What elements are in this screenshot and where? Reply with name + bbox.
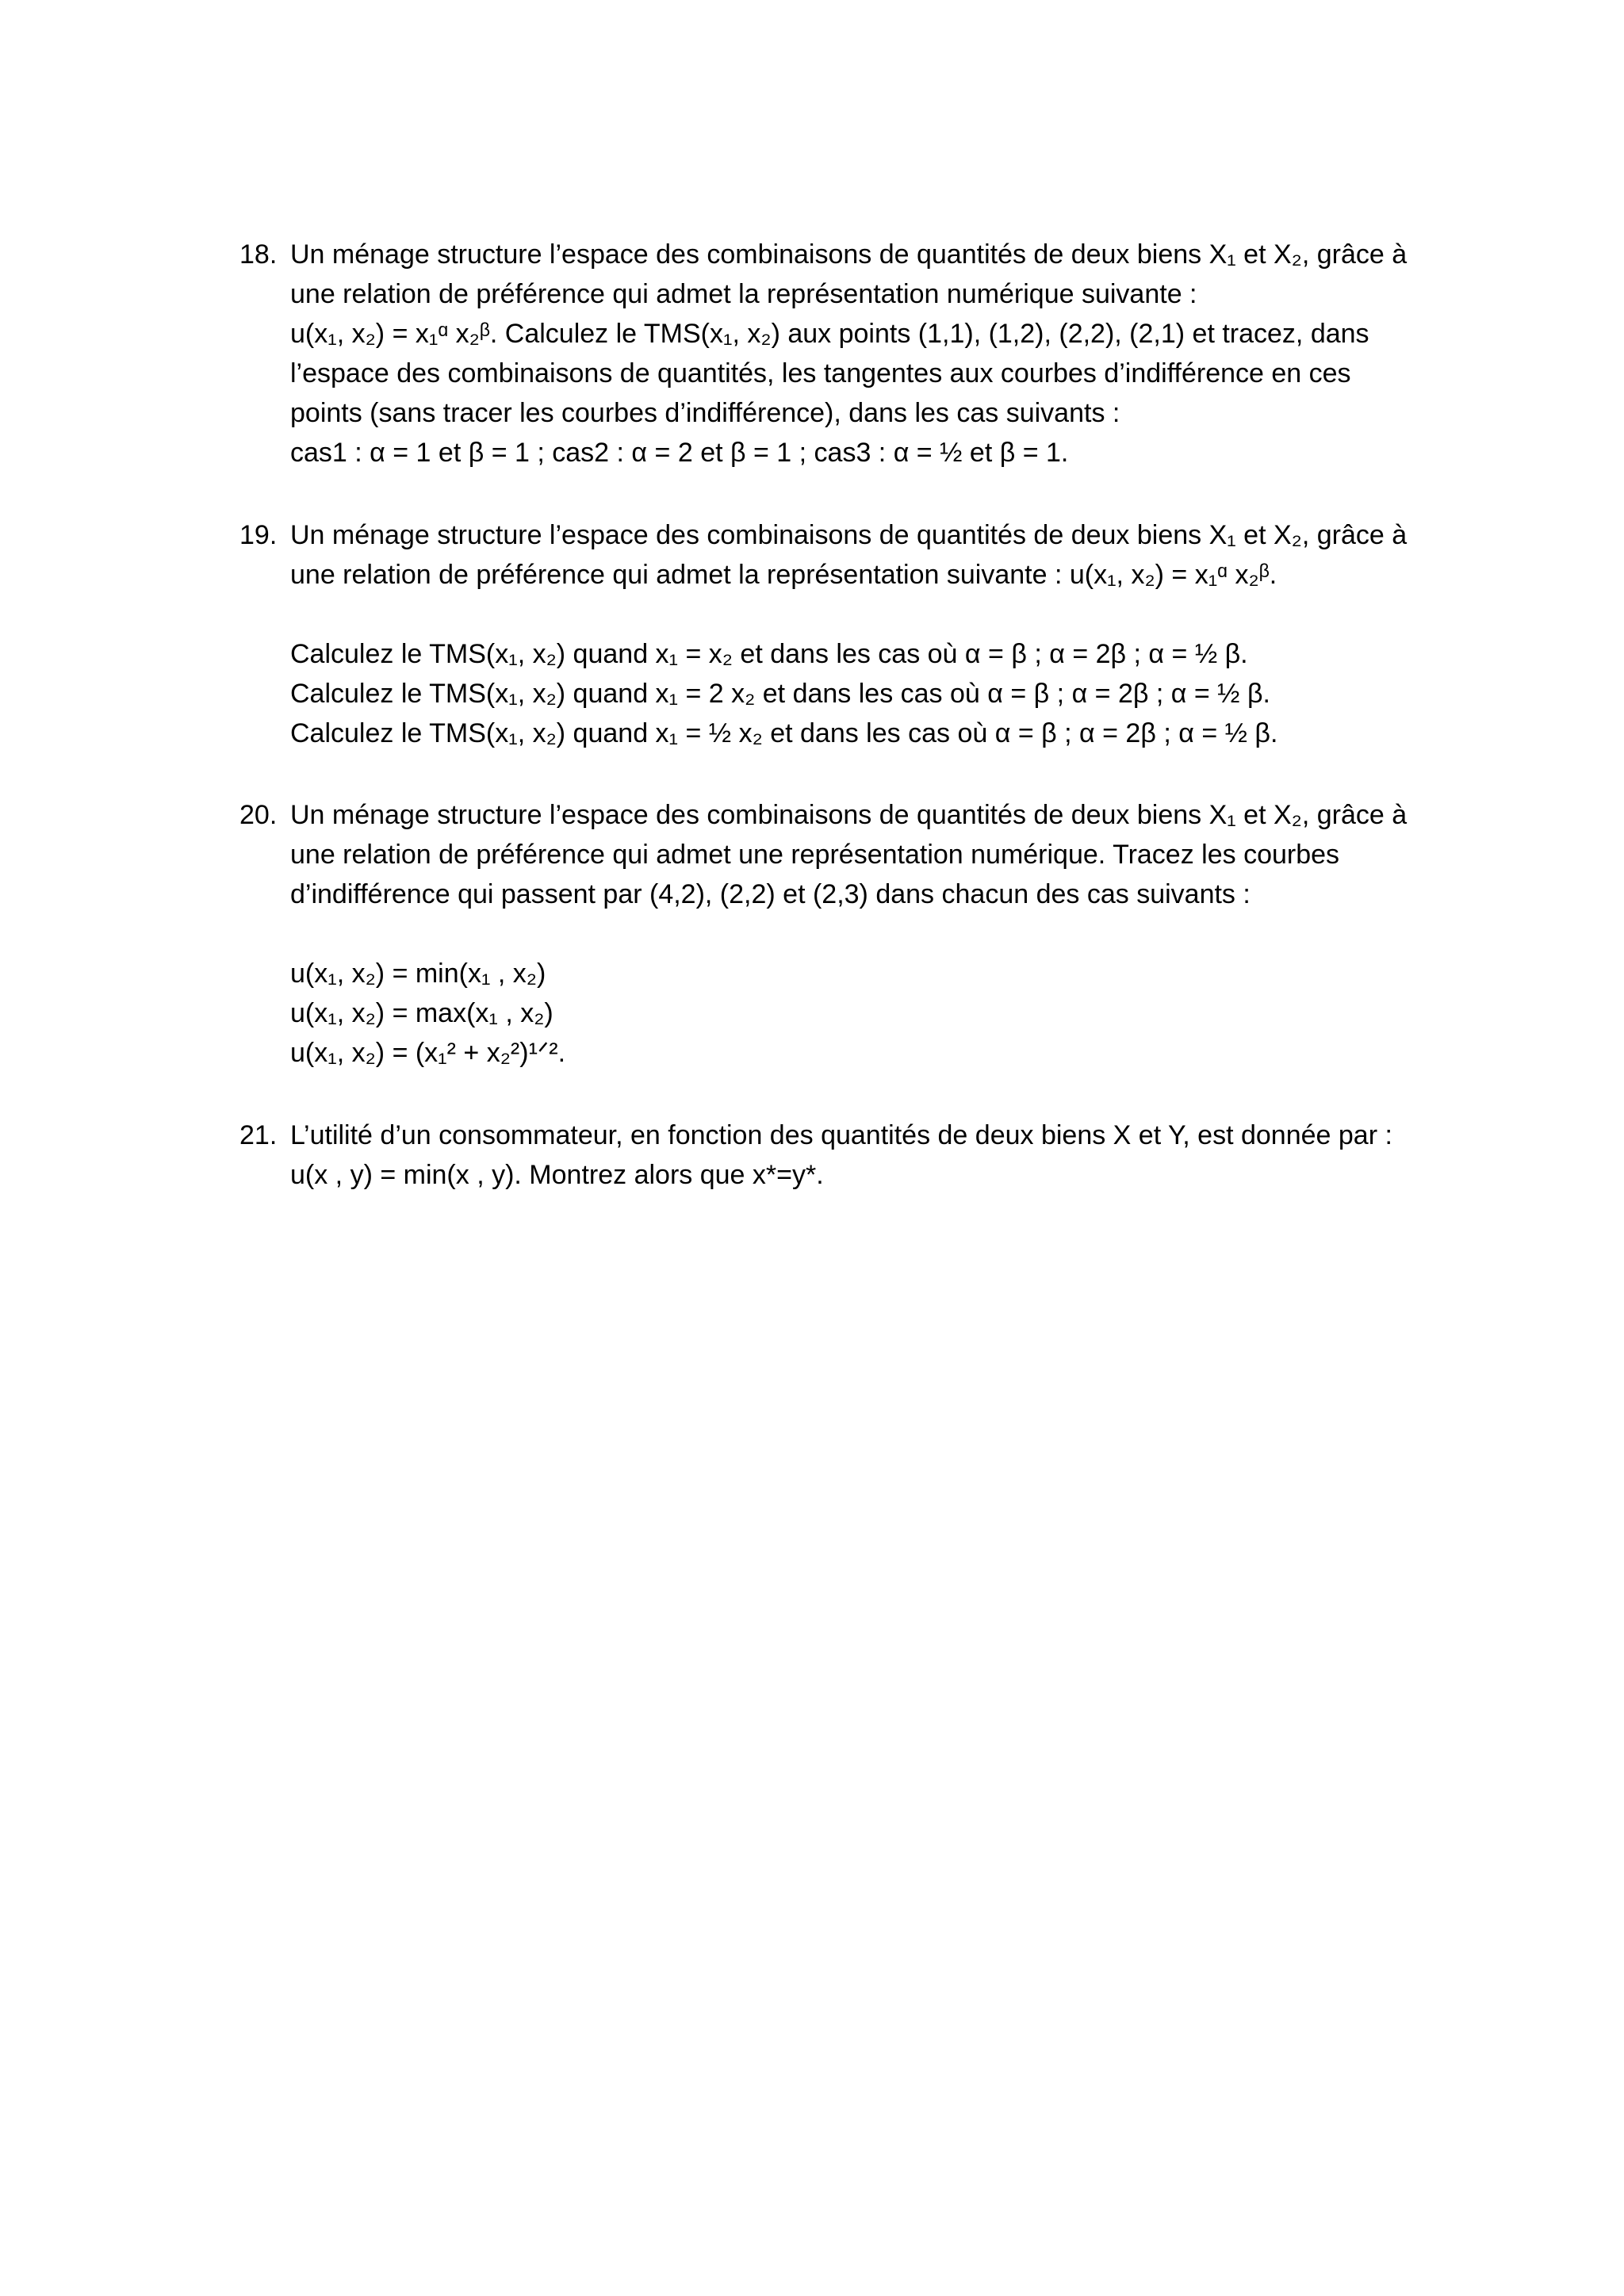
blank-line	[290, 595, 1429, 634]
exercise-text	[290, 235, 1429, 473]
exercise-number: 21.	[239, 1120, 278, 1150]
text-line: L’utilité d’un consommateur, en fonction des quantités de deux biens X et Y, est donnée par :	[290, 1120, 1392, 1150]
text-line: l’espace des combinaisons de quantités, les tangentes aux courbes d’indifférence en ces	[290, 358, 1351, 388]
text-line: d’indifférence qui passent par (4,2), (2,2) et (2,3) dans chacun des cas suivants :	[290, 879, 1251, 909]
text-line: Calculez le TMS(x₁, x₂) quand x₁ = ½ x₂ et dans les cas où α = β ; α = 2β ; α = ½ β.	[290, 718, 1278, 748]
exercise-text	[290, 795, 1429, 1073]
text-line: une relation de préférence qui admet une représentation numérique. Tracez les courbes	[290, 840, 1340, 870]
text-line: points (sans tracer les courbes d’indifférence), dans les cas suivants :	[290, 398, 1120, 428]
text-line: u(x₁, x₂) = x₁ᵅ x₂ᵝ. Calculez le TMS(x₁, x₂) aux points (1,1), (1,2), (2,2), (2,1) et tracez, dans	[290, 319, 1369, 349]
text-line: cas1 : α = 1 et β = 1 ; cas2 : α = 2 et β = 1 ; cas3 : α = ½ et β = 1.	[290, 438, 1069, 468]
text-line: Un ménage structure l’espace des combinaisons de quantités de deux biens X₁ et X₂, grâce à	[290, 239, 1408, 270]
text-line: Un ménage structure l’espace des combinaisons de quantités de deux biens X₁ et X₂, grâce à	[290, 800, 1408, 830]
text-line: une relation de préférence qui admet la représentation suivante : u(x₁, x₂) = x₁ᵅ x₂ᵝ.	[290, 560, 1277, 590]
exercise-number: 19.	[239, 520, 278, 550]
text-line: Calculez le TMS(x₁, x₂) quand x₁ = x₂ et dans les cas où α = β ; α = 2β ; α = ½ β.	[290, 639, 1248, 669]
exercise-number: 18.	[239, 239, 278, 270]
formula-line: u(x₁, x₂) = (x₁² + x₂²)¹ᐟ².	[290, 1038, 566, 1068]
text-line: u(x , y) = min(x , y). Montrez alors que x*=y*.	[290, 1160, 824, 1190]
text-line: Un ménage structure l’espace des combinaisons de quantités de deux biens X₁ et X₂, grâce à	[290, 520, 1408, 550]
formula-line: u(x₁, x₂) = max(x₁ , x₂)	[290, 998, 553, 1028]
exercise-text	[290, 515, 1429, 753]
text-line: Calculez le TMS(x₁, x₂) quand x₁ = 2 x₂ et dans les cas où α = β ; α = 2β ; α = ½ β.	[290, 679, 1270, 709]
text-line: une relation de préférence qui admet la représentation numérique suivante :	[290, 279, 1197, 309]
exercise-text	[290, 1115, 1429, 1195]
exercise-number: 20.	[239, 800, 278, 830]
formula-line: u(x₁, x₂) = min(x₁ , x₂)	[290, 959, 546, 989]
blank-line	[290, 914, 1429, 954]
